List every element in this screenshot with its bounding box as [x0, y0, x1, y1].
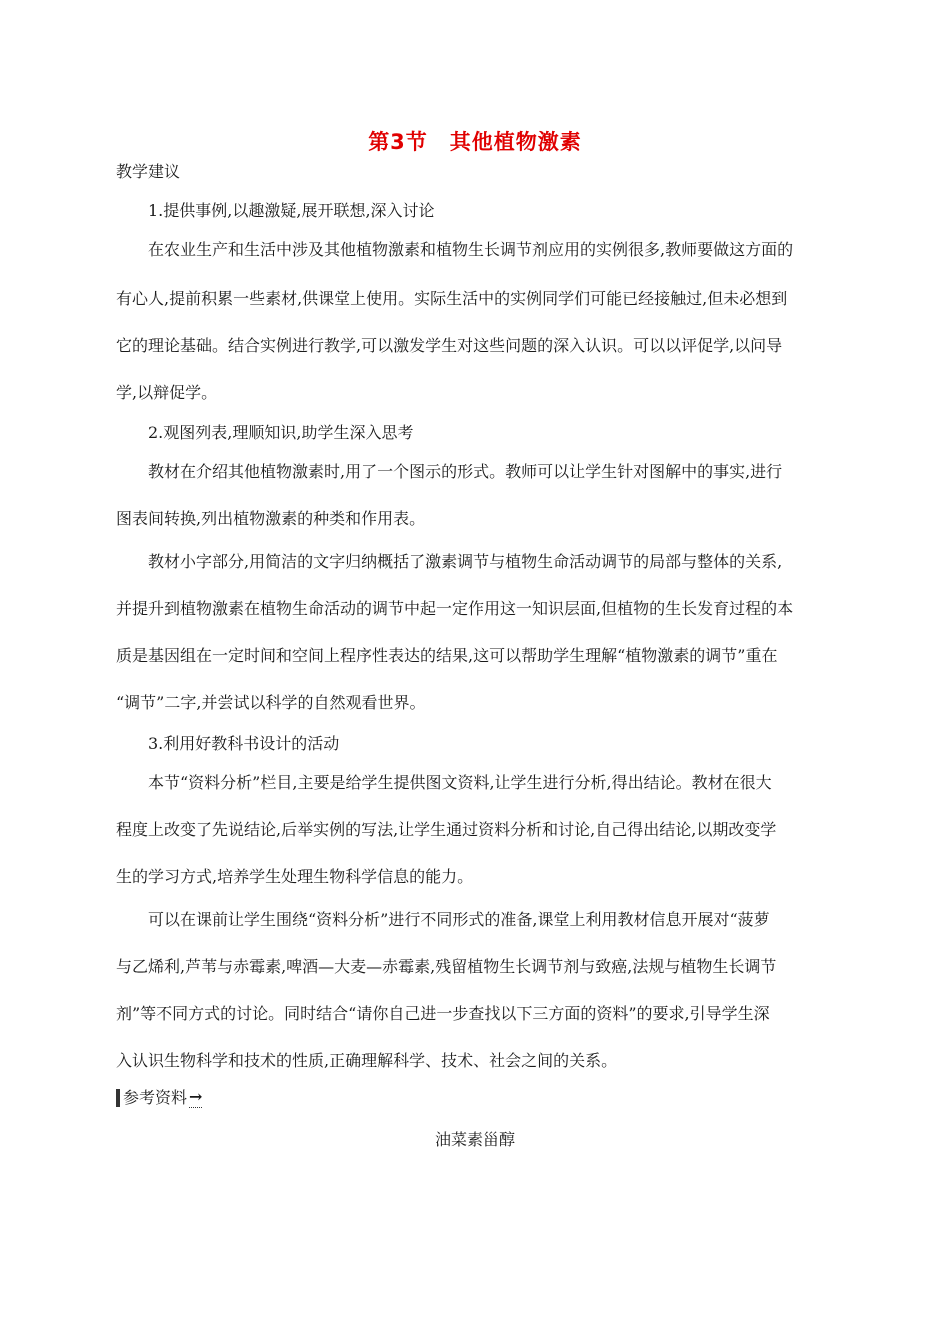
- arrow-right-icon: →: [189, 1087, 203, 1106]
- section-label: 教学建议: [116, 162, 181, 181]
- paragraph-line: 与乙烯利,芦苇与赤霉素,啤酒—大麦—赤霉素,残留植物生长调节剂与致癌,法规与植物生长调节: [116, 957, 777, 976]
- item-heading: 3.利用好教科书设计的活动: [148, 734, 340, 753]
- paragraph-line: 本节“资料分析”栏目,主要是给学生提供图文资料,让学生进行分析,得出结论。教材在很大: [148, 773, 772, 792]
- paragraph-line: 图表间转换,列出植物激素的种类和作用表。: [116, 509, 426, 528]
- page-title: 第3节 其他植物激素: [368, 130, 582, 154]
- reference-bar-icon: [116, 1089, 120, 1107]
- paragraph-line: 生的学习方式,培养学生处理生物科学信息的能力。: [116, 867, 474, 886]
- reference-label: 参考资料: [123, 1087, 188, 1107]
- paragraph-line: 教材小字部分,用简洁的文字归纳概括了激素调节与植物生命活动调节的局部与整体的关系,: [148, 552, 783, 571]
- paragraph-line: 并提升到植物激素在植物生命活动的调节中起一定作用这一知识层面,但植物的生长发育过程的本: [116, 599, 794, 618]
- paragraph-line: 它的理论基础。结合实例进行教学,可以激发学生对这些问题的深入认识。可以以评促学,以问导: [116, 336, 783, 355]
- paragraph-line: 在农业生产和生活中涉及其他植物激素和植物生长调节剂应用的实例很多,教师要做这方面的: [148, 240, 794, 259]
- item-heading: 1.提供事例,以趣激疑,展开联想,深入讨论: [148, 201, 435, 220]
- paragraph-line: “调节”二字,并尝试以科学的自然观看世界。: [116, 693, 426, 712]
- item-heading: 2.观图列表,理顺知识,助学生深入思考: [148, 423, 414, 442]
- reference-header: [116, 1087, 202, 1108]
- paragraph-line: 有心人,提前积累一些素材,供课堂上使用。实际生活中的实例同学们可能已经接触过,但未必想到: [116, 289, 788, 308]
- paragraph-line: 剂”等不同方式的讨论。同时结合“请你自己进一步查找以下三方面的资料”的要求,引导学生深: [116, 1004, 770, 1023]
- reference-subtitle: 油菜素甾醇: [434, 1130, 515, 1149]
- paragraph-line: 入认识生物科学和技术的性质,正确理解科学、技术、社会之间的关系。: [116, 1051, 618, 1070]
- paragraph-line: 程度上改变了先说结论,后举实例的写法,让学生通过资料分析和讨论,自己得出结论,以期改变学: [116, 820, 777, 839]
- paragraph-line: 可以在课前让学生围绕“资料分析”进行不同形式的准备,课堂上利用教材信息开展对“菠萝: [148, 910, 770, 929]
- paragraph-line: 教材在介绍其他植物激素时,用了一个图示的形式。教师可以让学生针对图解中的事实,进行: [148, 462, 783, 481]
- paragraph-line: 质是基因组在一定时间和空间上程序性表达的结果,这可以帮助学生理解“植物激素的调节”重在: [116, 646, 778, 665]
- paragraph-line: 学,以辩促学。: [116, 383, 218, 402]
